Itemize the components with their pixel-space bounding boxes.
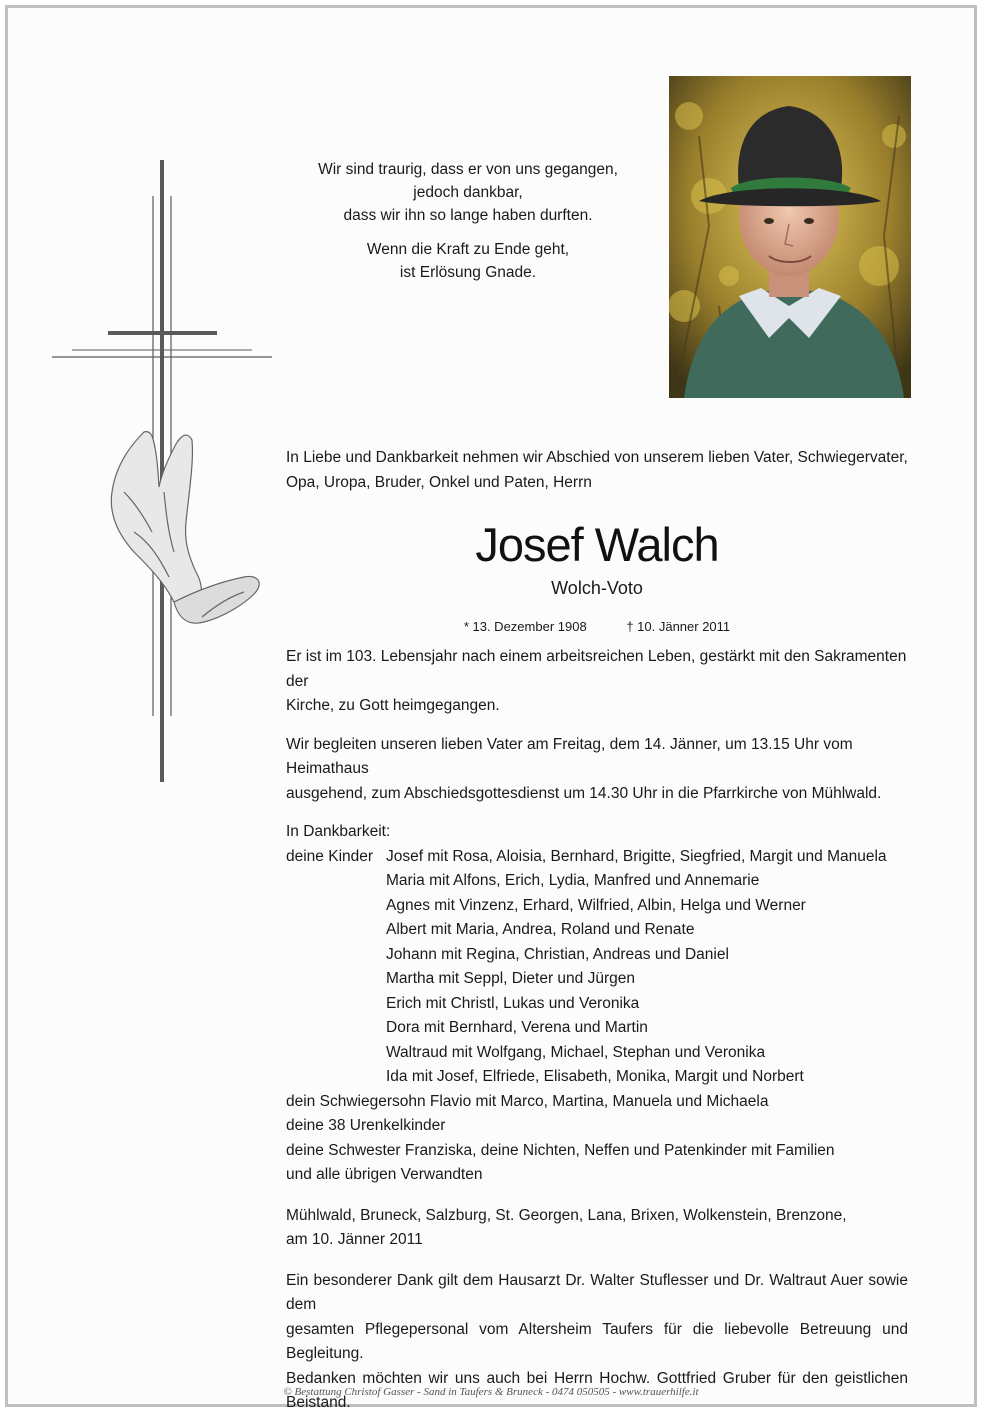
quote-line: Wenn die Kraft zu Ende geht, bbox=[366, 241, 570, 258]
thanks-line: gesamten Pflegepersonal vom Altersheim Taufers für die liebevolle Betreuung und Begleitung. bbox=[286, 1320, 908, 1362]
place-date: am 10. Jänner 2011 bbox=[286, 1231, 423, 1248]
death-date: † 10. Jänner 2011 bbox=[626, 619, 731, 634]
list-item: Waltraud mit Wolfgang, Michael, Stephan und Veronika bbox=[386, 1043, 766, 1061]
cross-icon bbox=[52, 156, 274, 788]
quote-line: jedoch dankbar, bbox=[413, 184, 523, 201]
portrait-photo bbox=[669, 76, 911, 398]
paragraph-line: Wir begleiten unseren lieben Vater am Freitag, dem 14. Jänner, um 13.15 Uhr vom Heimathaus bbox=[286, 735, 853, 777]
memorial-quote bbox=[268, 158, 668, 284]
thanks-line: Bedanken möchten wir uns auch bei Herrn Hochw. Gottfried Gruber für den geistlichen Beistand. bbox=[286, 1369, 908, 1411]
quote-line: dass wir ihn so lange haben durften. bbox=[343, 207, 593, 224]
list-item: Albert mit Maria, Andrea, Roland und Renate bbox=[386, 921, 695, 938]
list-item: dein Schwiegersohn Flavio mit Marco, Martina, Manuela und Michaela bbox=[286, 1092, 769, 1110]
paragraph-line: Er ist im 103. Lebensjahr nach einem arbeitsreichen Leben, gestärkt mit den Sakramenten der bbox=[286, 648, 907, 690]
life-dates bbox=[286, 617, 908, 637]
passing-paragraph bbox=[286, 645, 908, 719]
list-item: Johann mit Regina, Christian, Andreas und Daniel bbox=[386, 945, 729, 963]
list-item: Ida mit Josef, Elfriede, Elisabeth, Monika, Margit und Norbert bbox=[386, 1068, 804, 1085]
family-section bbox=[286, 820, 908, 1188]
birth-date: * 13. Dezember 1908 bbox=[463, 619, 587, 634]
list-item: Martha mit Seppl, Dieter und Jürgen bbox=[386, 970, 635, 987]
list-item: Dora mit Bernhard, Verena und Martin bbox=[386, 1019, 648, 1036]
deceased-name: Josef Walch bbox=[475, 518, 719, 571]
list-item: Maria mit Alfons, Erich, Lydia, Manfred und Annemarie bbox=[386, 872, 760, 889]
places-paragraph bbox=[286, 1204, 908, 1253]
praying-hands-icon bbox=[111, 432, 259, 624]
obituary-card bbox=[5, 5, 977, 1411]
funeral-paragraph bbox=[286, 733, 908, 807]
list-item: Agnes mit Vinzenz, Erhard, Wilfried, Albin, Helga und Werner bbox=[386, 896, 806, 914]
list-item: deine Schwester Franziska, deine Nichten, Neffen und Patenkinder mit Familien bbox=[286, 1141, 835, 1159]
list-item: deine 38 Urenkelkinder bbox=[286, 1117, 446, 1134]
list-item: und alle übrigen Verwandten bbox=[286, 1166, 483, 1183]
list-item: Josef mit Rosa, Aloisia, Bernhard, Brigitte, Siegfried, Margit und Manuela bbox=[386, 847, 887, 865]
funeral-home-footer: © Bestattung Christof Gasser - Sand in Taufers & Bruneck - 0474 050505 - www.trauerhilfe.it bbox=[283, 1386, 699, 1398]
thanks-line: Ein besonderer Dank gilt dem Hausarzt Dr. Walter Stuflesser und Dr. Waltraut Auer sowie dem bbox=[286, 1271, 908, 1313]
places-line: Mühlwald, Bruneck, Salzburg, St. Georgen, Lana, Brixen, Wolkenstein, Brenzone, bbox=[286, 1206, 847, 1224]
children-label: deine Kinder bbox=[286, 847, 374, 865]
intro-paragraph bbox=[286, 446, 908, 495]
intro-line: In Liebe und Dankbarkeit nehmen wir Abschied von unserem lieben Vater, Schwiegervater, bbox=[286, 449, 908, 466]
family-heading: In Dankbarkeit: bbox=[286, 823, 391, 840]
obituary-text bbox=[286, 446, 908, 1416]
quote-line: ist Erlösung Gnade. bbox=[399, 264, 537, 281]
paragraph-line: ausgehend, zum Abschiedsgottesdienst um 14.30 Uhr in die Pfarrkirche von Mühlwald. bbox=[286, 784, 882, 802]
paragraph-line: Kirche, zu Gott heimgegangen. bbox=[286, 697, 500, 714]
list-item: Erich mit Christl, Lukas und Veronika bbox=[386, 994, 640, 1012]
intro-line: Opa, Uropa, Bruder, Onkel und Paten, Herrn bbox=[286, 473, 592, 491]
deceased-nickname: Wolch-Voto bbox=[551, 578, 643, 598]
children-list bbox=[386, 845, 908, 1090]
quote-line: Wir sind traurig, dass er von uns gegangen, bbox=[318, 161, 618, 178]
